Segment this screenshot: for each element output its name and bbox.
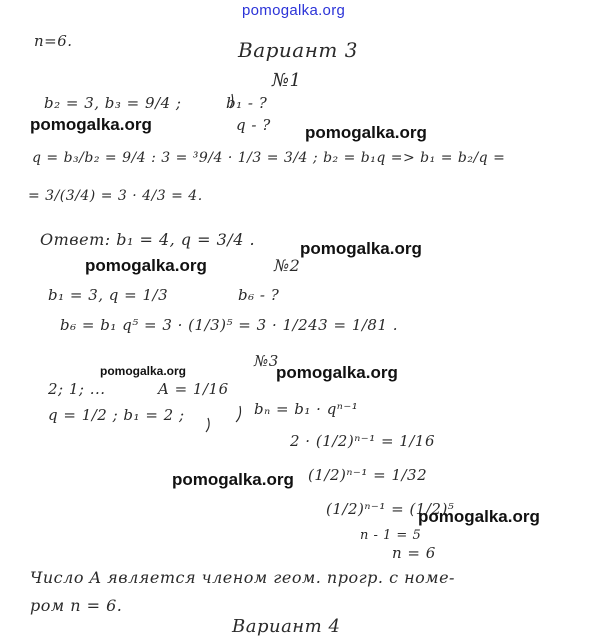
watermark-2: pomogalka.org [305, 123, 427, 142]
task2-solution: b₆ = b₁ q⁵ = 3 · (1/3)⁵ = 3 · 1/243 = 1/81 . [60, 316, 399, 334]
task3-line4: (1/2)ⁿ⁻¹ = (1/2)⁵ [326, 500, 455, 518]
task1-find-b1: b₁ - ? [226, 94, 268, 112]
variant-title: Вариант 3 [238, 38, 358, 62]
task3-number: №3 [254, 352, 279, 370]
site-header-link[interactable]: pomogalka.org [242, 2, 346, 19]
task3-line6: n = 6 [392, 544, 436, 562]
watermark-6: pomogalka.org [276, 363, 398, 382]
task1-answer: Ответ: b₁ = 4, q = 3/4 . [40, 230, 256, 249]
page-label: n=6. [34, 32, 73, 50]
task3-conclusion-line1: Число A является членом геом. прогр. с номе- [30, 568, 455, 587]
watermark-1: pomogalka.org [30, 115, 152, 134]
watermark-4: pomogalka.org [85, 256, 207, 275]
task1-find-q: q - ? [236, 116, 271, 134]
task2-find: b₆ - ? [238, 286, 280, 304]
task2-number: №2 [274, 256, 301, 275]
task3-given-A: A = 1/16 [158, 380, 229, 398]
task3-conclusion-line2: ром n = 6. [30, 596, 123, 615]
task1-number: №1 [272, 70, 302, 91]
task3-line2: 2 · (1/2)ⁿ⁻¹ = 1/16 [290, 432, 435, 450]
next-variant-title-partial: Вариант 4 [232, 616, 341, 637]
task3-given-seq: 2; 1; ... [48, 380, 106, 398]
task1-solution-line1: q = b₃/b₂ = 9/4 : 3 = ³9/4 · 1/3 = 3/4 ; b₂ = b₁q => b₁ = b₂/q = [32, 150, 506, 166]
task1-solution-line2: = 3/(3/4) = 3 · 4/3 = 4. [28, 188, 203, 204]
task3-line1: bₙ = b₁ · qⁿ⁻¹ [254, 400, 359, 418]
task2-given: b₁ = 3, q = 1/3 [48, 286, 169, 304]
task3-line5: n - 1 = 5 [360, 528, 422, 543]
watermark-8: pomogalka.org [418, 507, 540, 526]
watermark-7: pomogalka.org [172, 470, 294, 489]
task3-line3: (1/2)ⁿ⁻¹ = 1/32 [308, 466, 428, 484]
task3-given-q: q = 1/2 ; b₁ = 2 ; [48, 406, 185, 424]
watermark-5: pomogalka.org [100, 364, 187, 378]
watermark-3: pomogalka.org [300, 239, 422, 258]
task1-given: b₂ = 3, b₃ = 9/4 ; [44, 94, 182, 112]
